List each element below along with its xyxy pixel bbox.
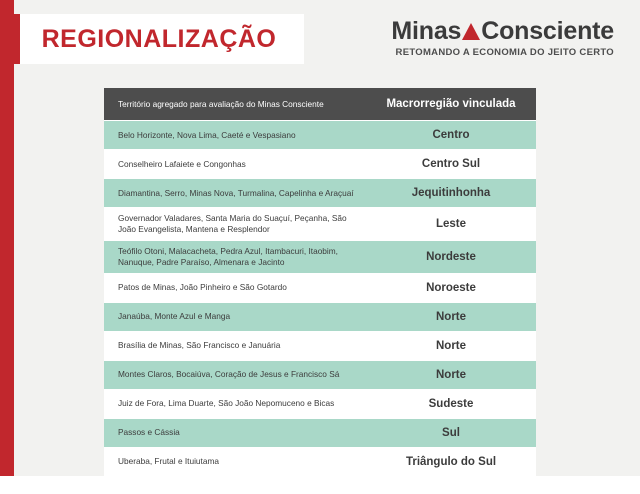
cell-macroregion: Norte [435,310,467,323]
table-row [104,121,536,150]
cell-macroregion: Jequitinhonha [411,187,491,199]
cell-macroregion: Nordeste [426,250,476,263]
cell-territory: Passos e Cássia [118,427,180,438]
cell-territory: Patos de Minas, João Pinheiro e São Gotardo [118,282,287,293]
title-accent-bar [14,14,20,64]
logo-wordmark [364,18,614,44]
table-row [104,448,536,477]
regionalization-table [104,88,536,477]
table-row [104,390,536,419]
page-title: REGIONALIZAÇÃO [41,24,277,53]
cell-territory: Belo Horizonte, Nova Lima, Caeté e Vespasiano [118,129,296,140]
bottom-strip [0,476,640,494]
table-row [104,361,536,390]
table-row [104,150,536,179]
table-row [104,179,536,208]
table-row [104,303,536,332]
cell-macroregion: Noroeste [426,281,476,294]
table-header-row [104,88,536,121]
cell-territory: Juiz de Fora, Lima Duarte, São João Nepomuceno e Bicas [118,398,335,409]
logo-tagline: RETOMANDO A ECONOMIA DO JEITO CERTO [395,47,614,59]
cell-territory: Janaúba, Monte Azul e Manga [118,311,231,322]
cell-macroregion: Triângulo do Sul [405,455,497,468]
cell-macroregion: Leste [435,217,467,230]
table-row [104,274,536,303]
cell-territory: Governador Valadares, Santa Maria do Suaçuí, Peçanha, São João Evangelista, Mantena e Resplendor [118,213,347,234]
table-row [104,419,536,448]
table-row [104,241,536,274]
triangle-icon [462,23,480,40]
cell-macroregion: Norte [435,339,467,352]
cell-territory: Uberaba, Frutal e Ituiutama [118,456,219,467]
table-row [104,332,536,361]
cell-territory: Brasília de Minas, São Francisco e Januária [118,340,281,351]
column-header-territory: Território agregado para avaliação do Minas Consciente [118,98,324,109]
logo-word-minas: Minas [391,17,462,45]
column-header-macroregion: Macrorregião vinculada [386,98,516,110]
cell-territory: Teófilo Otoni, Malacacheta, Pedra Azul, Itambacuri, Itaobim, Nanuque, Padre Paraíso, Almenara e Jacinto [118,245,338,267]
cell-macroregion: Norte [435,368,467,381]
page-title-block [14,14,304,64]
brand-logo [364,18,614,58]
left-red-bar [0,0,14,494]
logo-word-consciente: Consciente [481,17,614,45]
cell-territory: Conselheiro Lafaiete e Congonhas [118,158,246,169]
cell-macroregion: Sul [442,426,460,439]
cell-territory: Diamantina, Serro, Minas Nova, Turmalina, Capelinha e Araçuaí [118,187,354,198]
cell-macroregion: Centro Sul [421,158,481,170]
cell-macroregion: Centro [432,129,470,141]
cell-macroregion: Sudeste [428,397,474,410]
cell-territory: Montes Claros, Bocaiúva, Coração de Jesus e Francisco Sá [118,369,340,380]
table-row [104,208,536,241]
